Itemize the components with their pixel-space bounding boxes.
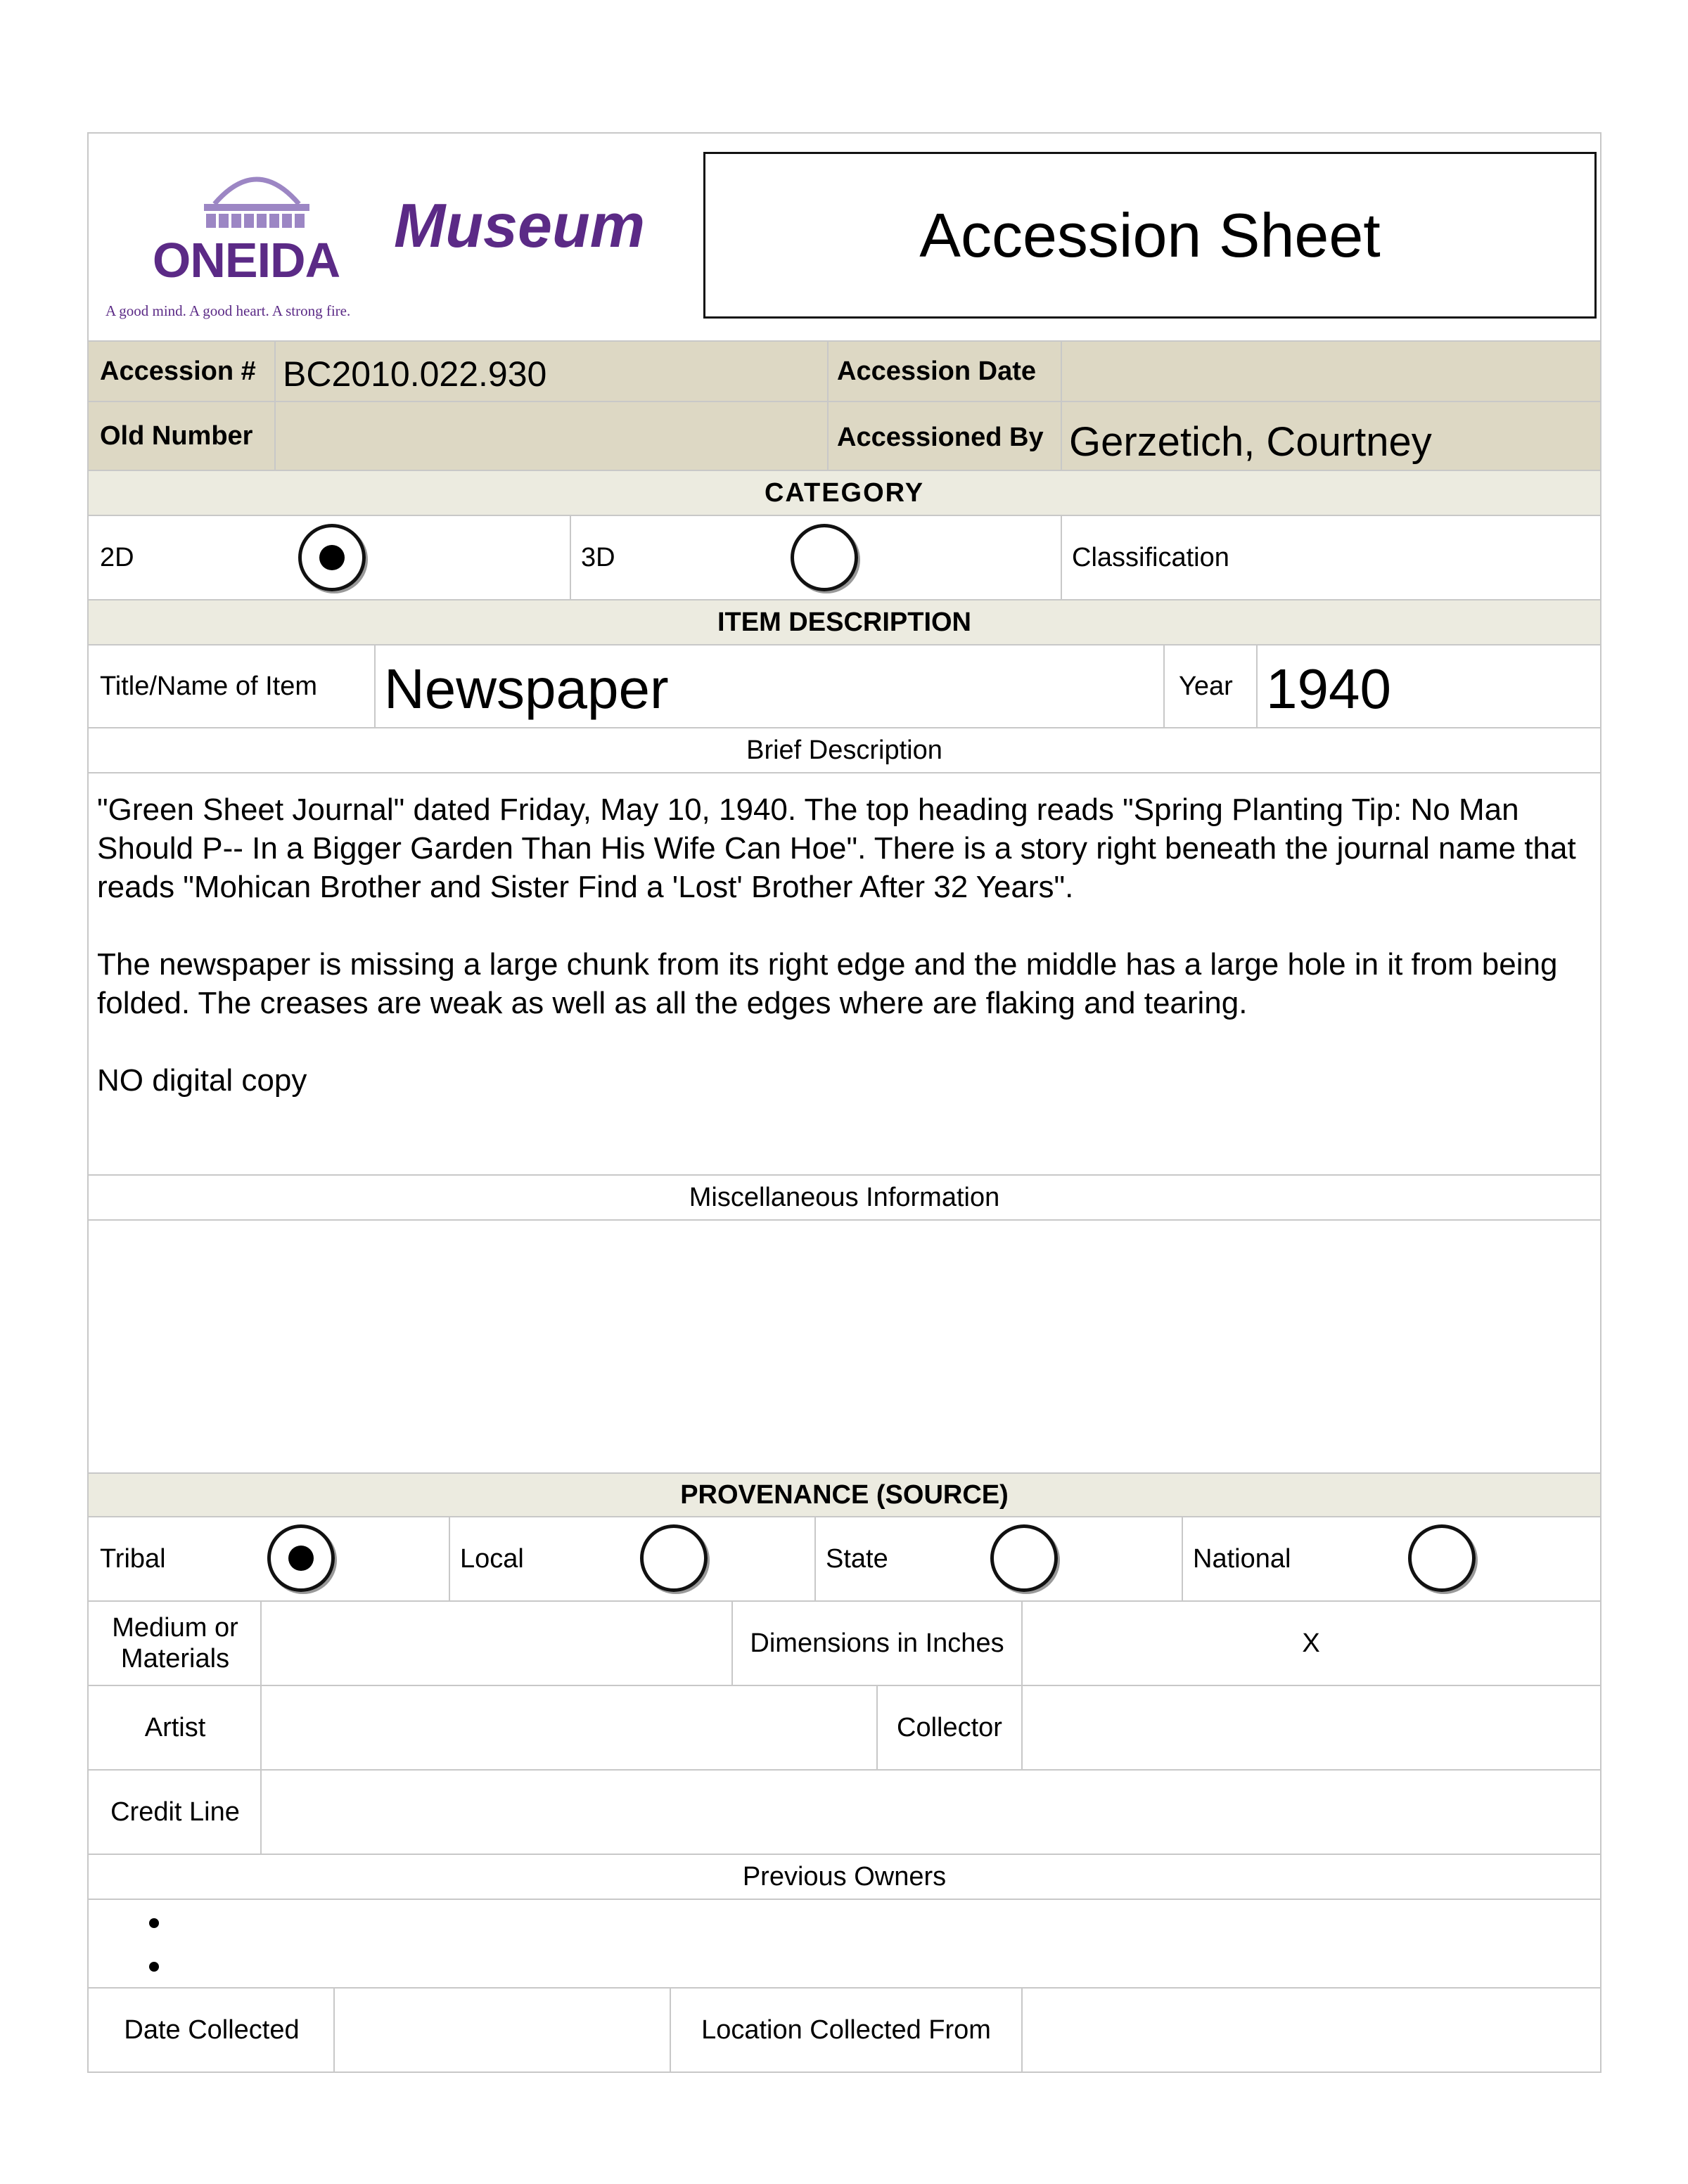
divider bbox=[89, 772, 1600, 773]
longhouse-icon bbox=[172, 162, 341, 232]
artist-value[interactable] bbox=[270, 1686, 868, 1769]
previous-owner-item bbox=[173, 1908, 1509, 1939]
artist-label: Artist bbox=[144, 1712, 206, 1742]
location-collected-label: Location Collected From bbox=[701, 2015, 991, 2045]
accession-number-label: Accession # bbox=[100, 356, 256, 386]
previous-owner-item bbox=[173, 1952, 1509, 1983]
misc-info-value[interactable] bbox=[98, 1223, 1590, 1470]
divider bbox=[1061, 515, 1062, 599]
year-label: Year bbox=[1179, 671, 1233, 701]
oneida-logo bbox=[98, 162, 394, 323]
category-3d-label: 3D bbox=[581, 542, 615, 572]
classification-value[interactable] bbox=[1357, 516, 1597, 599]
provenance-state-label: State bbox=[826, 1543, 888, 1574]
bullet-icon bbox=[149, 1918, 159, 1928]
divider bbox=[570, 515, 571, 599]
provenance-tribal-label: Tribal bbox=[100, 1543, 166, 1574]
category-3d-radio[interactable] bbox=[791, 524, 858, 591]
divider bbox=[1256, 644, 1258, 727]
title-label: Title/Name of Item bbox=[100, 671, 318, 701]
brief-description-label: Brief Description bbox=[746, 735, 942, 765]
museum-label: Museum bbox=[394, 191, 645, 260]
category-2d-label: 2D bbox=[100, 542, 134, 572]
classification-label: Classification bbox=[1072, 542, 1229, 572]
provenance-national-radio[interactable] bbox=[1408, 1524, 1476, 1592]
medium-label: Medium or Materials bbox=[112, 1613, 238, 1674]
provenance-tribal-radio[interactable] bbox=[267, 1524, 335, 1592]
divider bbox=[260, 1600, 262, 1854]
description-paragraph: "Green Sheet Journal" dated Friday, May 10, 1940. The top heading reads "Spring Planting Tip: No Man Should P-- In a Bigger Garden Than His Wife Can Hoe". There is a story right beneath the journal name that reads "Mohican Brother and Sister Find a 'Lost' Brother After 32 Years". bbox=[97, 792, 1576, 904]
divider bbox=[1021, 1987, 1023, 2071]
page-title: Accession Sheet bbox=[703, 152, 1597, 319]
credit-line-value[interactable] bbox=[270, 1771, 1592, 1854]
divider bbox=[449, 1516, 450, 1600]
divider bbox=[274, 340, 276, 471]
bullet-icon bbox=[149, 1962, 159, 1972]
credit-line-label: Credit Line bbox=[110, 1797, 240, 1827]
divider bbox=[89, 1219, 1600, 1221]
logo-wordmark: ONEIDA bbox=[152, 233, 340, 288]
logo-tagline: A good mind. A good heart. A strong fire. bbox=[106, 302, 351, 319]
title-value[interactable]: Newspaper bbox=[384, 657, 669, 720]
brief-description-text[interactable] bbox=[97, 790, 1595, 1170]
category-heading: CATEGORY bbox=[89, 471, 1600, 515]
accessioned-by-label: Accessioned By bbox=[837, 423, 1044, 452]
radio-selected-dot bbox=[288, 1546, 314, 1571]
divider bbox=[333, 1987, 335, 2071]
year-value[interactable]: 1940 bbox=[1266, 657, 1391, 720]
description-paragraph: The newspaper is missing a large chunk from its right edge and the middle has a large hole in it from being folded. The creases are weak as well as all the edges where are flaking and tearing. bbox=[97, 947, 1558, 1020]
radio-selected-dot bbox=[319, 545, 345, 570]
accession-date-label: Accession Date bbox=[837, 356, 1037, 386]
previous-owners-label: Previous Owners bbox=[742, 1861, 947, 1891]
provenance-local-label: Local bbox=[460, 1543, 524, 1574]
category-2d-radio[interactable] bbox=[298, 524, 366, 591]
accession-number-value[interactable]: BC2010.022.930 bbox=[283, 354, 547, 394]
provenance-state-radio[interactable] bbox=[990, 1524, 1058, 1592]
old-number-label: Old Number bbox=[100, 420, 253, 451]
date-collected-label: Date Collected bbox=[124, 2015, 300, 2045]
previous-owners-list[interactable] bbox=[89, 1900, 1600, 1987]
accessioned-by-value[interactable]: Gerzetich, Courtney bbox=[1069, 418, 1432, 465]
divider bbox=[374, 644, 376, 727]
divider bbox=[814, 1516, 816, 1600]
collector-label: Collector bbox=[897, 1712, 1002, 1742]
item-description-heading: ITEM DESCRIPTION bbox=[89, 600, 1600, 644]
collector-value[interactable] bbox=[1032, 1686, 1595, 1769]
divider bbox=[1061, 340, 1062, 471]
divider bbox=[827, 340, 829, 471]
divider bbox=[1163, 644, 1165, 727]
provenance-national-label: National bbox=[1193, 1543, 1291, 1574]
accession-date-value[interactable] bbox=[1069, 342, 1597, 401]
description-paragraph: NO digital copy bbox=[97, 1063, 307, 1098]
date-collected-value[interactable] bbox=[343, 1989, 667, 2071]
provenance-local-radio[interactable] bbox=[640, 1524, 708, 1592]
dimensions-label: Dimensions in Inches bbox=[750, 1628, 1004, 1658]
provenance-heading: PROVENANCE (SOURCE) bbox=[89, 1474, 1600, 1516]
old-number-value[interactable] bbox=[283, 402, 824, 470]
location-collected-value[interactable] bbox=[1032, 1989, 1595, 2071]
misc-info-label: Miscellaneous Information bbox=[689, 1182, 1000, 1212]
divider bbox=[1182, 1516, 1183, 1600]
dimensions-value[interactable]: X bbox=[1302, 1628, 1320, 1658]
medium-value[interactable] bbox=[270, 1602, 727, 1685]
